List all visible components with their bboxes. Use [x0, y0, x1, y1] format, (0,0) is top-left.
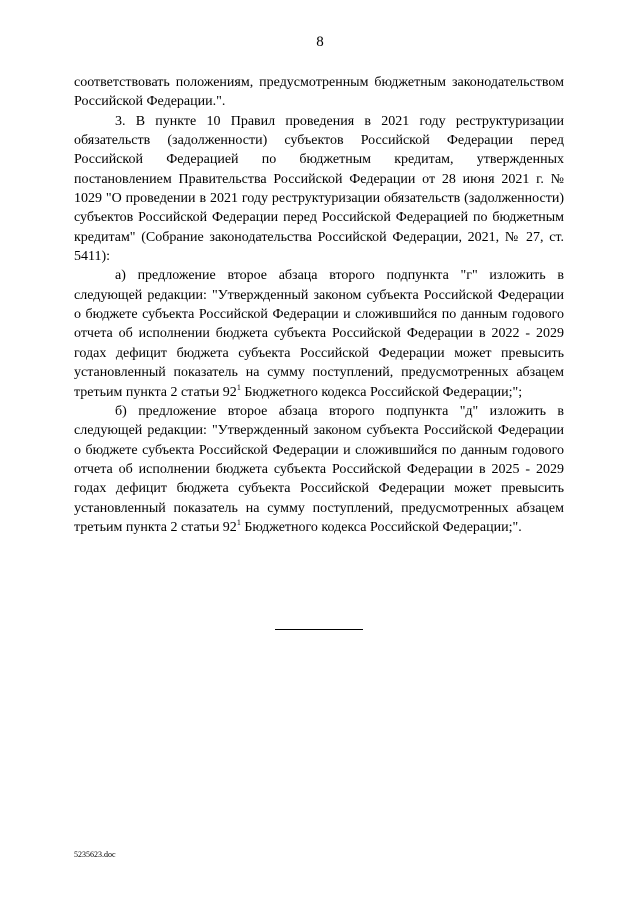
subitem-a-text: а) предложение второе абзаца второго подпункта "г" изложить в следующей редакции: "Утвержденный законом субъекта Российской Федерации о бюджете субъекта Российской Федерации и сложившийся по данным годового отчета об исполнении бюджета субъекта Российской Федерации в 2022 - 2029 годах дефицит бюджета субъекта Российской Федерации может превысить установленный показатель на сумму поступлений, предусмотренных абзацем третьим пункта 2 статьи 92: [74, 268, 564, 400]
paragraph-continuation: соответствовать положениям, предусмотренным бюджетным законодательством Российской Федерации.".: [74, 75, 564, 110]
page-number: 8: [316, 34, 324, 50]
document-id: 5235623.doc: [74, 850, 116, 859]
subitem-a-tail: Бюджетного кодекса Российской Федерации;";: [240, 384, 523, 400]
superscript-marker: 1: [236, 382, 241, 392]
separator-line: [275, 629, 363, 630]
superscript-marker: 1: [236, 517, 241, 527]
paragraph-subitem-a: [74, 266, 564, 401]
document-body: [74, 73, 564, 537]
subitem-b-tail: Бюджетного кодекса Российской Федерации;".: [240, 519, 522, 535]
subitem-b-text: б) предложение второе абзаца второго подпункта "д" изложить в следующей редакции: "Утвержденный законом субъекта Российской Федерации о бюджете субъекта Российской Федерации и сложившийся по данным годового отчета об исполнении бюджета субъекта Российской Федерации в 2025 - 2029 годах дефицит бюджета субъекта Российской Федерации может превысить установленный показатель на сумму поступлений, предусмотренных абзацем третьим пункта 2 статьи 92: [74, 403, 564, 535]
paragraph-subitem-b: [74, 402, 564, 537]
paragraph-item-3: 3. В пункте 10 Правил проведения в 2021 году реструктуризации обязательств (задолженности) субъектов Российской Федерации перед Российской Федерацией по бюджетным кредитам, утвержденных постановлением Правительства Российской Федерации от 28 июня 2021 г. № 1029 "О проведении в 2021 году реструктуризации обязательств (задолженности) субъектов Российской Федерации перед Российской Федерацией по бюджетным кредитам" (Собрание законодательства Российской Федерации, 2021, № 27, ст. 5411):: [74, 113, 564, 265]
